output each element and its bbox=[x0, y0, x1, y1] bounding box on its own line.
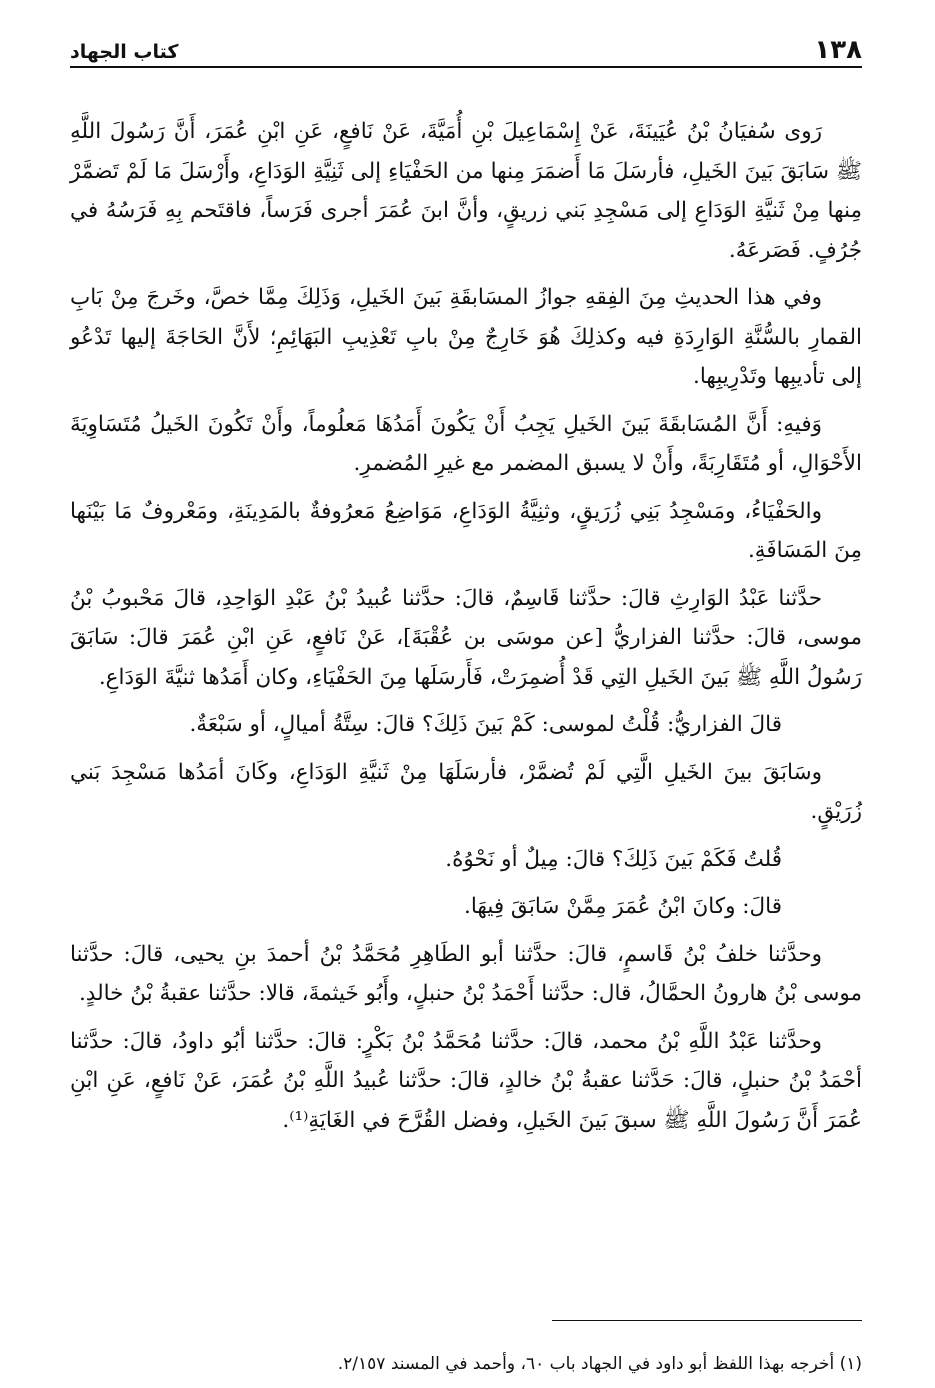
footnote: (١) أخرجه بهذا اللفظ أبو داود في الجهاد باب ٦٠، وأحمد في المسند ٢/١٥٧. bbox=[337, 1354, 862, 1374]
paragraph-isnad-2: وحدَّثنا خلفُ بْنُ قَاسمٍ، قالَ: حدَّثنا أبو الطَاهِرِ مُحَمَّدُ بْنُ أحمدَ بنِ يحيى، قالَ: حدَّثنا موسى بْنُ هارونُ الحمَّالُ، قال: حدَّثنا أَحْمَدُ بْنُ حنبلٍ، وأَبُو خَيثمةَ، قالا: حدَّثنا عقبةُ بْنُ خالدٍ. bbox=[70, 941, 862, 1006]
paragraph-distance: قُلتُ فَكَمْ بَينَ ذَلِكَ؟ قالَ: مِيلٌ أو نَحْوُهُ. bbox=[445, 846, 782, 872]
page-number: ١٣٨ bbox=[802, 36, 862, 64]
paragraph-fiqh: وفي هذا الحديثِ مِنَ الفِقهِ جوازُ المسَابقَةِ بَينَ الخَيلِ، وَذَلِكَ مِمَّا خصَّ، وخَرجَ مِنْ بَابِ القمارِ بالسُّنَّةِ الوَارِدَةِ فيه وكذلِكَ هُوَ خَارِجٌ مِنْ بابِ تَعْذِيبِ البَهَائِمِ؛ لأَنَّ الحَاجَةَ إليها تَدْعُو إلى تأديبِها وتَدْرِيبِها. bbox=[70, 285, 862, 389]
paragraph-unconditioned-horses: وسَابَقَ بينَ الخَيلِ الَّتِي لَمْ تُضمَّرْ، فأرسَلَهَا مِنْ ثَنيَّةِ الوَدَاعِ، وكَانَ أمَدُها مَسْجِدَ بَني زُرَيْقٍ. bbox=[70, 759, 862, 824]
footnote-divider bbox=[552, 1320, 862, 1321]
paragraph-isnad-1: حدَّثنا عَبْدُ الوَارِثِ قالَ: حدَّثنا قَاسِمٌ، قالَ: حدَّثنا عُبيدُ بْنُ عَبْدِ الوَاحِدِ، قالَ مَحْبوبُ بْنُ موسى، قالَ: حدَّثنا الفزاريُّ [عن موسَى بن عُقْبَةَ]، عَنْ نَافعٍ، عَنِ ابْنِ عُمَرَ قالَ: سَابَقَ رَسُولُ اللَّهِ ﷺ بَينَ الخَيلِ التِي قَدْ أُضمِرَتْ، فَأَرسَلَها مِنَ الحَفْيَاءِ، وكان أَمَدُها ثنيَّةَ الوَدَاعِ. bbox=[70, 585, 862, 690]
paragraph-fazari: قالَ الفزاريُّ: قُلْتُ لموسى: كَمْ بَينَ ذَلِكَ؟ قالَ: سِتَّةُ أميالٍ، أو سَبْعَةٌ. bbox=[189, 712, 782, 737]
paragraph-isnad-3: وحدَّثنا عَبْدُ اللَّهِ بْنُ محمد، قالَ: حدَّثنا مُحَمَّدُ بْنُ بَكْرٍ: قالَ: حدَّثنا أبُو داودُ، قالَ: حدَّثنا أحْمَدُ بْنُ حنبلٍ، قالَ: حَدَّثنا عقبةُ بْنُ خالدٍ، قالَ: حدَّثنا عُبيدُ اللَّهِ بْنُ عُمَرَ، عَنْ نَافعٍ، عَنِ ابْنِ عُمَرَ أَنَّ رَسُولَ اللَّهِ ﷺ سبقَ بَينَ الخَيلِ، وفضل القُرَّحَ في الغَايَةِ⁽¹⁾. bbox=[70, 1028, 862, 1133]
paragraph-places: والحَفْيَاءُ، ومَسْجِدُ بَنِي زُرَيقٍ، وثنِيَّةُ الوَدَاعِ، مَوَاضِعُ مَعرُوفةٌ بالمَدِينَةِ، ومَعْروفٌ مَا بَيْنَها مِنَ المَسَافَةِ. bbox=[70, 498, 862, 563]
document-page bbox=[70, 30, 862, 1374]
paragraph-conditions: وَفيهِ: أَنَّ المُسَابقَةَ بَينَ الخَيلِ يَجِبُ أَنْ يَكُونَ أَمَدُهَا مَعلُوماً، وأَنْ تَكُونَ الخَيلُ مُتَسَاوِيَةَ الأَحْوَالِ، أو مُتَقَارِبَةً، وأَنْ لا يسبق المضمر مع غيرِ المُضمرِ. bbox=[70, 411, 862, 476]
paragraph-hadith: رَوى سُفيَانُ بْنُ عُيَينَةَ، عَنْ إِسْمَاعِيلَ بْنِ أُمَيَّةَ، عَنْ نَافعٍ، عَنِ ابْنِ عُمَرَ، أَنَّ رَسُولَ اللَّهِ ﷺ سَابَقَ بَينَ الخَيلِ، فأرسَلَ مَا أَضمَرَ مِنها من الحَفْيَاءِ إلى ثَنِيَّةِ الوَدَاعِ، وأَرْسَلَ مَا لَمْ تَضمَّرْ مِنها مِنْ ثَنيَّةِ الوَدَاعِ إلى مَسْجِدِ بَني زريقٍ، وأنَّ ابنَ عُمَرَ أجرى فَرَساً، فاقتَحم بِهِ فَرَسُهُ في جُرُفٍ. فَصَرعَهُ. bbox=[70, 119, 862, 263]
paragraph-ibn-umar: قالَ: وكانَ ابْنُ عُمَرَ مِمَّنْ سَابَقَ فِيهَا. bbox=[464, 894, 782, 919]
book-title: كتاب الجهاد bbox=[70, 40, 190, 64]
running-header bbox=[70, 30, 862, 68]
body-text bbox=[70, 112, 862, 1140]
